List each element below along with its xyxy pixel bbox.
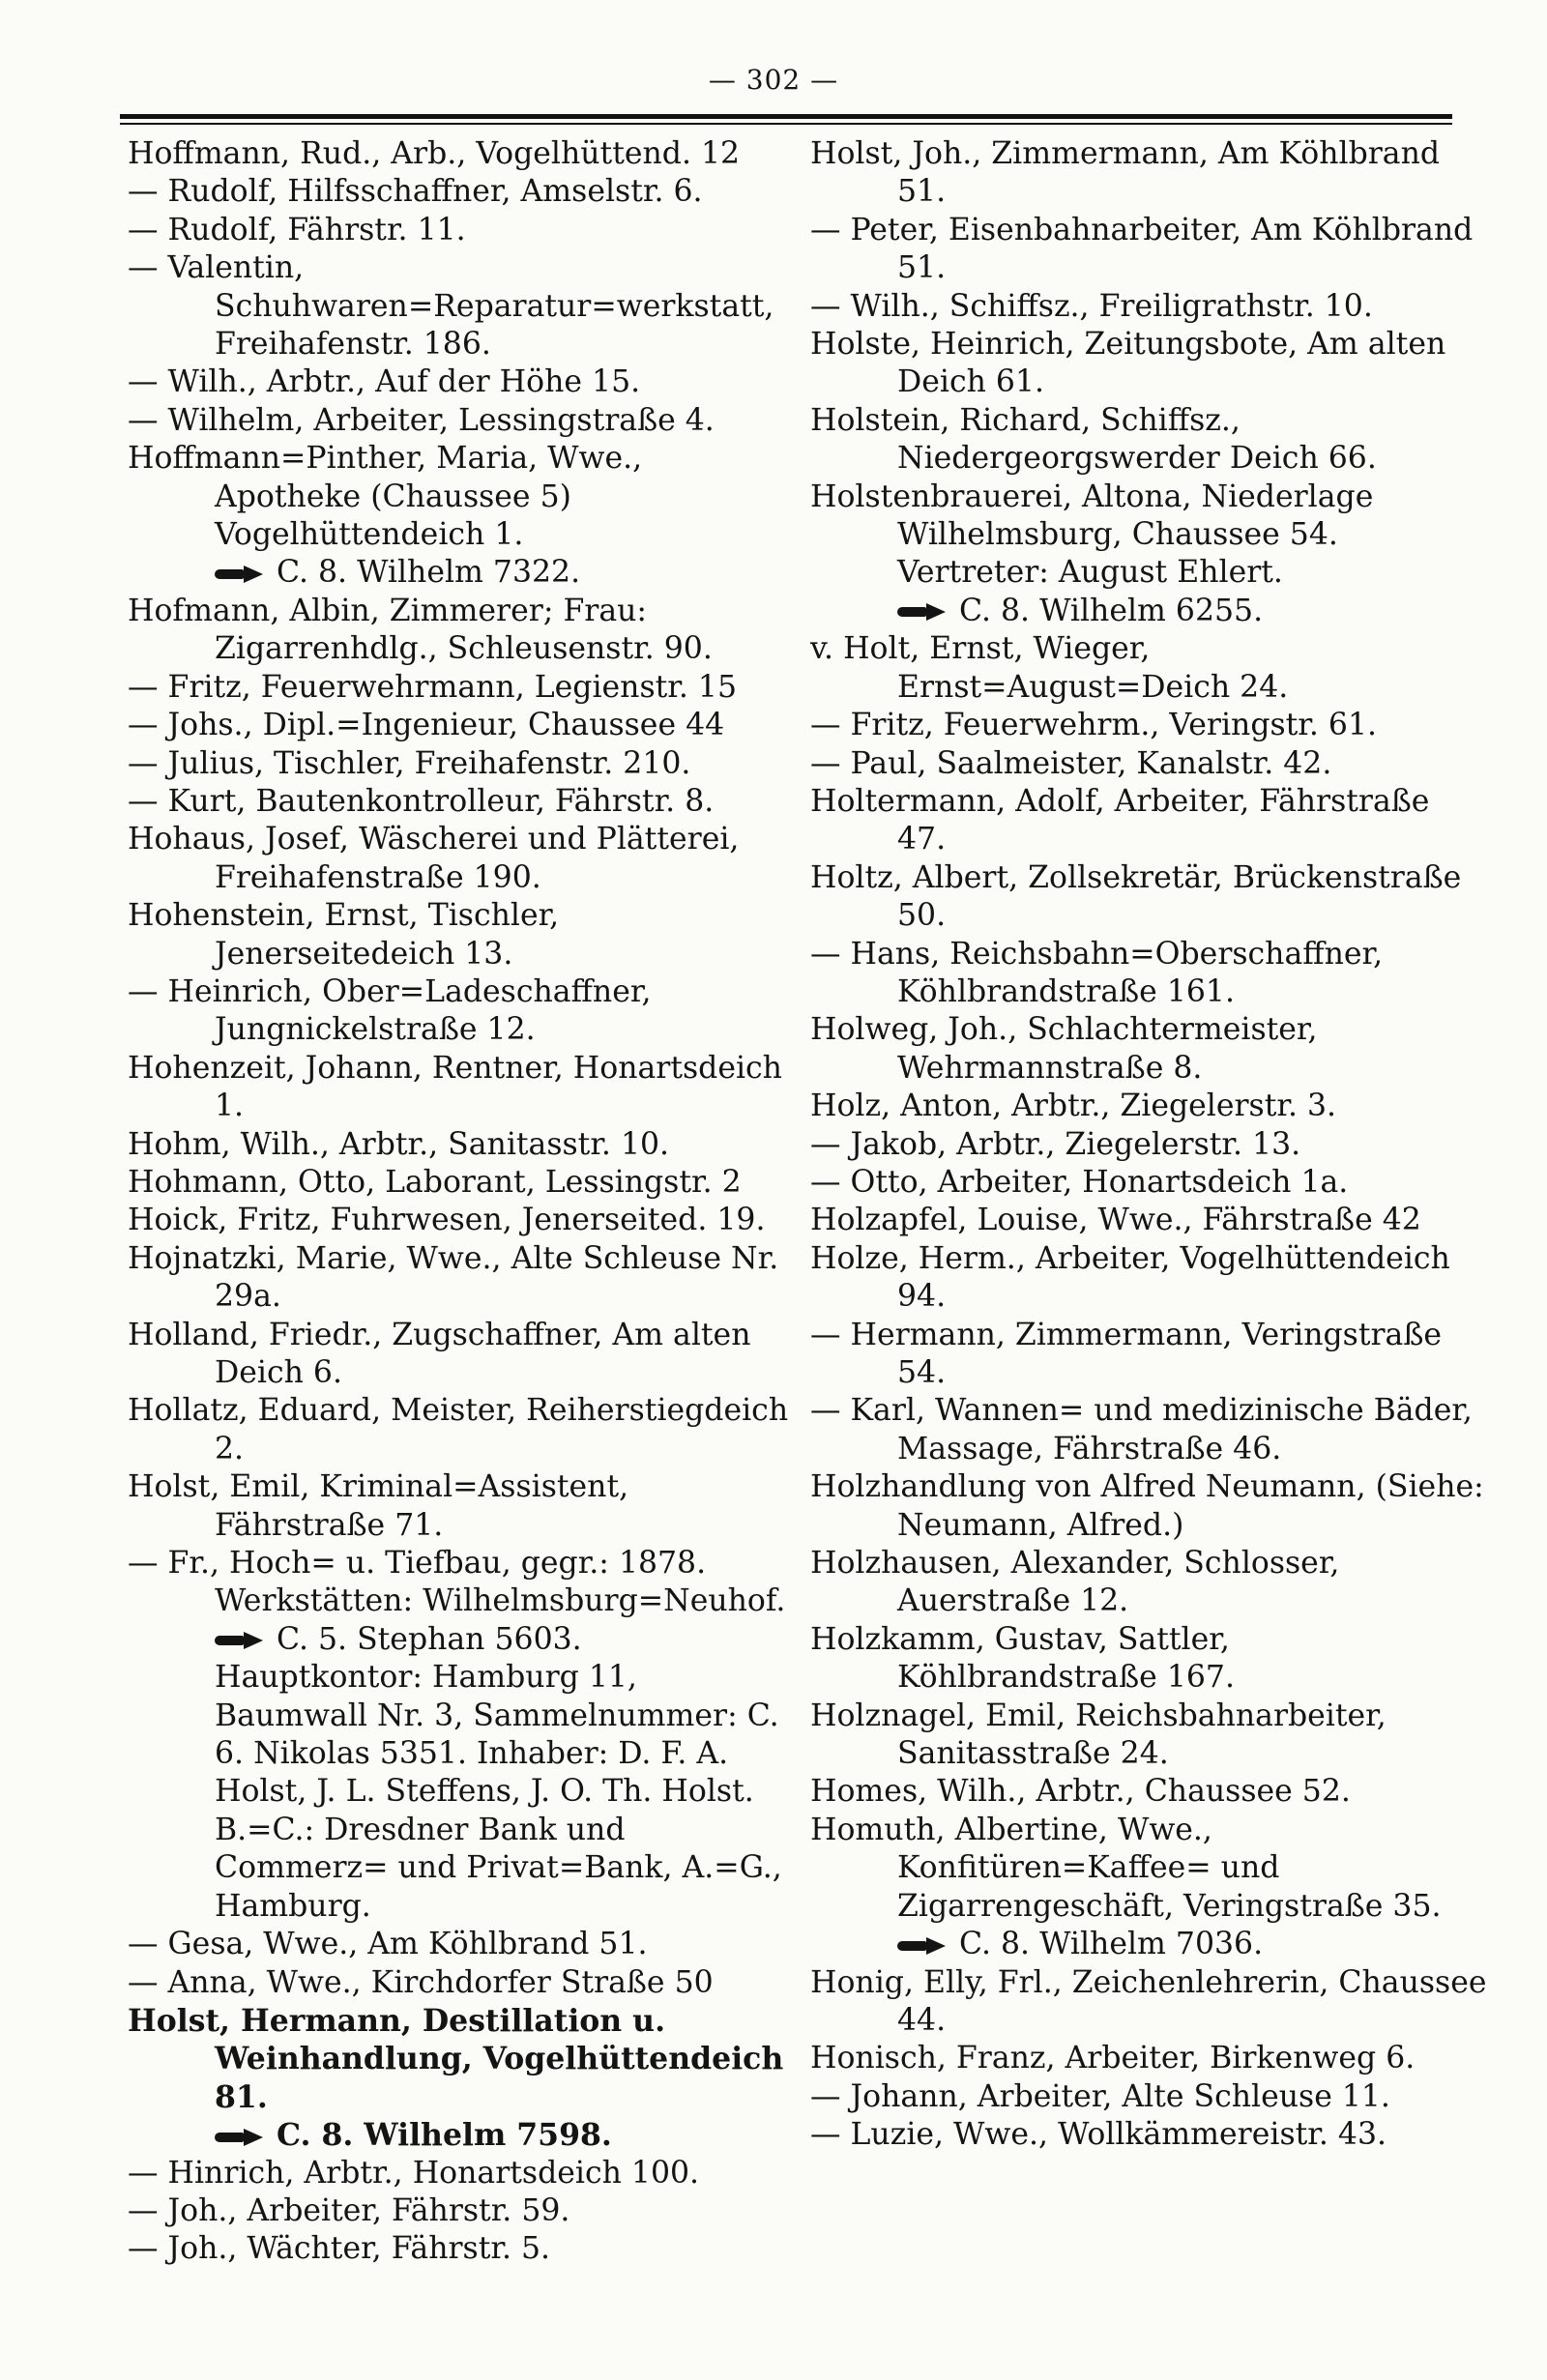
- telephone-icon: [215, 566, 267, 583]
- directory-entry: [810, 1011, 1487, 1088]
- directory-entry: [810, 1317, 1487, 1393]
- entry-text: — Jakob, Arbtr., Ziegelerstr. 13.: [810, 1126, 1301, 1162]
- directory-entry: [810, 1964, 1487, 2041]
- directory-entry: [128, 1926, 795, 1963]
- directory-entry: [810, 2040, 1487, 2077]
- entry-text: — Fritz, Feuerwehrmann, Legienstr. 15: [128, 669, 737, 705]
- entry-text: Hohenstein, Ernst, Tischler, Jenerseitedeich 13.: [128, 898, 560, 972]
- directory-entry: [128, 2116, 795, 2154]
- directory-entry: [128, 1126, 795, 1164]
- entry-text: Honisch, Franz, Arbeiter, Birkenweg 6.: [810, 2041, 1416, 2076]
- directory-entry: [128, 1317, 795, 1393]
- entry-text: Hohaus, Josef, Wäscherei und Plätterei, Freihafenstraße 190.: [128, 822, 740, 895]
- telephone-icon: [215, 1632, 267, 1649]
- directory-entry: [810, 402, 1487, 479]
- directory-entry: [128, 1164, 795, 1202]
- entry-text: Homes, Wilh., Arbtr., Chaussee 52.: [810, 1774, 1351, 1810]
- entry-text: — Valentin, Schuhwaren=Reparatur=werkstatt, Freihafenstr. 186.: [128, 250, 774, 363]
- entry-text: C. 8. Wilhelm 6255.: [959, 593, 1264, 628]
- left-column: [128, 135, 795, 2269]
- entry-text: — Julius, Tischler, Freihafenstr. 210.: [128, 745, 691, 781]
- entry-text: Holtz, Albert, Zollsekretär, Brückenstraße 50.: [810, 859, 1462, 934]
- directory-entry: [128, 402, 795, 440]
- entry-text: — Heinrich, Ober=Ladeschaffner, Jungnickelstraße 12.: [128, 973, 652, 1048]
- entry-text: — Rudolf, Hilfsschaffner, Amselstr. 6.: [128, 174, 703, 210]
- entry-text: — Wilh., Schiffsz., Freiligrathstr. 10.: [810, 288, 1373, 324]
- entry-text: — Anna, Wwe., Kirchdorfer Straße 50: [128, 1964, 714, 2000]
- directory-entry: [810, 859, 1487, 936]
- entry-text: Holste, Heinrich, Zeitungsbote, Am alten Deich 61.: [810, 327, 1446, 400]
- entry-text: Holze, Herm., Arbeiter, Vogelhüttendeich 94.: [810, 1240, 1450, 1315]
- directory-entry: [810, 1240, 1487, 1317]
- directory-entry: [128, 821, 795, 897]
- directory-entry: [128, 669, 795, 707]
- directory-entry: [128, 2192, 795, 2230]
- directory-entry: [810, 212, 1487, 288]
- entry-text: Honig, Elly, Frl., Zeichenlehrerin, Chaussee 44.: [810, 1964, 1487, 2038]
- directory-entry: [810, 707, 1487, 744]
- entry-text: Holzhandlung von Alfred Neumann, (Siehe: Neumann, Alfred.): [810, 1469, 1484, 1543]
- directory-entry: [128, 897, 795, 973]
- directory-entry: [128, 173, 795, 211]
- entry-text: — Hinrich, Arbtr., Honartsdeich 100.: [128, 2155, 700, 2191]
- entry-text: — Johann, Arbeiter, Alte Schleuse 11.: [810, 2078, 1390, 2114]
- directory-entry: [810, 479, 1487, 593]
- entry-text: Holzhausen, Alexander, Schlosser, Auerstraße 12.: [810, 1546, 1340, 1619]
- directory-entry: [810, 1545, 1487, 1621]
- directory-entry: [810, 2116, 1487, 2154]
- entry-text: — Gesa, Wwe., Am Köhlbrand 51.: [128, 1927, 648, 1962]
- directory-entry: [810, 1202, 1487, 1239]
- header-rule-thick: [120, 114, 1452, 119]
- directory-entry: [128, 707, 795, 744]
- telephone-icon: [897, 1937, 949, 1955]
- directory-entry: [128, 1392, 795, 1468]
- directory-entry: [810, 1392, 1487, 1468]
- directory-entry: [810, 1773, 1487, 1811]
- entry-text: — Kurt, Bautenkontrolleur, Fährstr. 8.: [128, 783, 715, 819]
- entry-text: Hoffmann, Rud., Arb., Vogelhüttend. 12: [128, 136, 741, 171]
- directory-entry: [128, 135, 795, 173]
- directory-entry: [810, 783, 1487, 859]
- entry-text: — Paul, Saalmeister, Kanalstr. 42.: [810, 745, 1332, 781]
- directory-entry: [810, 1164, 1487, 1202]
- entry-text: Holzkamm, Gustav, Sattler, Köhlbrandstraße 167.: [810, 1621, 1235, 1696]
- directory-entry: [810, 1126, 1487, 1164]
- directory-entry: [128, 363, 795, 401]
- entry-text: — Joh., Wächter, Fährstr. 5.: [128, 2231, 551, 2267]
- entry-text: — Hermann, Zimmermann, Veringstraße 54.: [810, 1317, 1443, 1390]
- entry-text: — Luzie, Wwe., Wollkämmereistr. 43.: [810, 2117, 1386, 2153]
- entry-text: — Johs., Dipl.=Ingenieur, Chaussee 44: [128, 708, 725, 743]
- directory-entry: [810, 2078, 1487, 2116]
- entry-text: Holznagel, Emil, Reichsbahnarbeiter, Sanitasstraße 24.: [810, 1698, 1386, 1772]
- entry-text: — Rudolf, Fährstr. 11.: [128, 212, 466, 247]
- directory-entry: [128, 554, 795, 592]
- entry-text: — Hans, Reichsbahn=Oberschaffner, Köhlbrandstraße 161.: [810, 936, 1384, 1009]
- entry-text: Holweg, Joh., Schlachtermeister, Wehrmannstraße 8.: [810, 1012, 1318, 1086]
- directory-entry: [128, 1964, 795, 2002]
- entry-text: Holz, Anton, Arbtr., Ziegelerstr. 3.: [810, 1088, 1337, 1124]
- directory-entry: [810, 135, 1487, 212]
- entry-text: Hohm, Wilh., Arbtr., Sanitasstr. 10.: [128, 1126, 670, 1162]
- entry-text: Holland, Friedr., Zugschaffner, Am alten Deich 6.: [128, 1317, 751, 1390]
- entry-text: Holstenbrauerei, Altona, Niederlage Wilhelmsburg, Chaussee 54. Vertreter: August Ehlert.: [810, 479, 1374, 591]
- entry-text: Holst, Emil, Kriminal=Assistent, Fährstraße 71.: [128, 1469, 629, 1543]
- telephone-icon: [897, 603, 949, 621]
- entry-text: — Otto, Arbeiter, Honartsdeich 1a.: [810, 1164, 1349, 1200]
- directory-entry: [810, 1468, 1487, 1545]
- directory-entry: [128, 973, 795, 1050]
- entry-text: C. 8. Wilhelm 7036.: [959, 1927, 1264, 1962]
- entry-text: Hollatz, Eduard, Meister, Reiherstiegdeich 2.: [128, 1393, 789, 1466]
- entry-text: Hoffmann=Pinther, Maria, Wwe., Apotheke (Chaussee 5) Vogelhüttendeich 1.: [128, 441, 643, 553]
- directory-entry: [128, 2155, 795, 2192]
- entry-text: Holst, Hermann, Destillation u. Weinhandlung, Vogelhüttendeich 81.: [128, 2002, 784, 2115]
- telephone-icon: [215, 2129, 267, 2146]
- directory-entry: [128, 593, 795, 669]
- directory-entry: [128, 783, 795, 821]
- directory-entry: [810, 630, 1487, 707]
- entry-text: Holtermann, Adolf, Arbeiter, Fährstraße 47.: [810, 783, 1430, 857]
- directory-entry: [810, 1088, 1487, 1125]
- entry-text: — Wilh., Arbtr., Auf der Höhe 15.: [128, 364, 641, 400]
- entry-text: C. 8. Wilhelm 7598.: [277, 2117, 612, 2154]
- header-rule-thin: [120, 123, 1452, 125]
- entry-text: Holzapfel, Louise, Wwe., Fährstraße 42: [810, 1203, 1421, 1238]
- entry-text: Holst, Joh., Zimmermann, Am Köhlbrand 51.: [810, 136, 1441, 210]
- entry-text-continued: C. 5. Stephan 5603. Hauptkontor: Hamburg 11, Baumwall Nr. 3, Sammelnummer: C. 6. Nikolas 5351. Inhaber: D. F. A. Holst, J. L. Steffens, J. O. Th. Holst. B.=C.: Dresdner Bank und Commerz= und Privat=Bank, A.=G., Hamburg.: [215, 1621, 782, 1924]
- directory-entry: [128, 1050, 795, 1126]
- entry-text: C. 8. Wilhelm 7322.: [277, 555, 581, 591]
- directory-entry: [810, 593, 1487, 630]
- entry-text: Hohenzeit, Johann, Rentner, Honartsdeich 1.: [128, 1050, 782, 1124]
- entry-text: Hoick, Fritz, Fuhrwesen, Jenerseited. 19.: [128, 1203, 766, 1238]
- entry-text: Holstein, Richard, Schiffsz., Niedergeorgswerder Deich 66.: [810, 402, 1377, 477]
- directory-entry: [128, 1202, 795, 1239]
- directory-entry: [128, 212, 795, 249]
- directory-entry: [810, 1621, 1487, 1698]
- entry-text: Homuth, Albertine, Wwe., Konfitüren=Kaffee= und Zigarrengeschäft, Veringstraße 35.: [810, 1812, 1442, 1924]
- entry-text: — Joh., Arbeiter, Fährstr. 59.: [128, 2192, 570, 2228]
- directory-entry: [128, 1240, 795, 1317]
- page-number: — 302 —: [708, 64, 839, 96]
- directory-entry: [128, 2002, 795, 2116]
- entry-text: Hojnatzki, Marie, Wwe., Alte Schleuse Nr. 29a.: [128, 1240, 779, 1315]
- directory-entry: [128, 1545, 795, 1926]
- directory-entry: [128, 2230, 795, 2268]
- entry-text: Hohmann, Otto, Laborant, Lessingstr. 2: [128, 1164, 742, 1200]
- entry-text: — Fr., Hoch= u. Tiefbau, gegr.: 1878. Werkstätten: Wilhelmsburg=Neuhof.: [128, 1546, 786, 1619]
- directory-entry: [810, 745, 1487, 783]
- entry-text: — Peter, Eisenbahnarbeiter, Am Köhlbrand 51.: [810, 212, 1474, 286]
- directory-entry: [810, 936, 1487, 1012]
- entry-text: — Karl, Wannen= und medizinische Bäder, Massage, Fährstraße 46.: [810, 1393, 1473, 1466]
- entry-text: — Wilhelm, Arbeiter, Lessingstraße 4.: [128, 402, 715, 438]
- entry-text: — Fritz, Feuerwehrm., Veringstr. 61.: [810, 708, 1378, 743]
- directory-entry: [128, 440, 795, 554]
- entry-text: Hofmann, Albin, Zimmerer; Frau: Zigarrenhdlg., Schleusenstr. 90.: [128, 593, 713, 667]
- directory-entry: [810, 1926, 1487, 1963]
- directory-entry: [810, 1812, 1487, 1926]
- directory-entry: [810, 1698, 1487, 1774]
- directory-entry: [128, 745, 795, 783]
- directory-entry: [128, 1468, 795, 1545]
- entry-text: v. Holt, Ernst, Wieger, Ernst=August=Deich 24.: [810, 631, 1289, 705]
- directory-entry: [810, 326, 1487, 402]
- directory-entry: [810, 288, 1487, 326]
- directory-entry: [128, 249, 795, 363]
- right-column: [810, 135, 1487, 2155]
